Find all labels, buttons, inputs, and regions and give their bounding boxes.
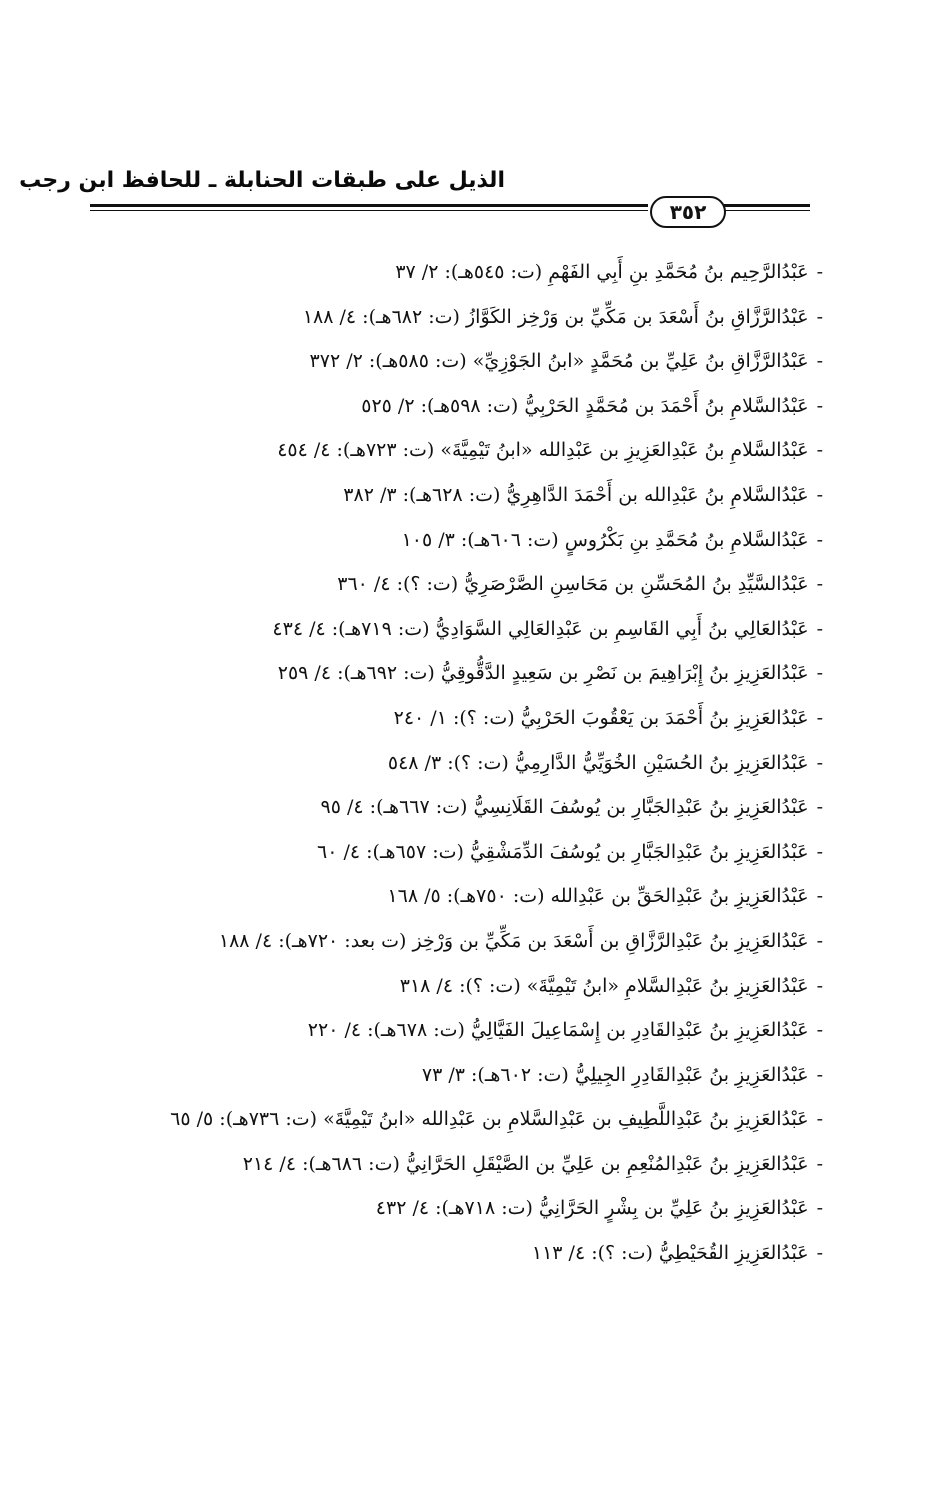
entry-dash: - — [816, 350, 823, 373]
entry-text: عَبْدُالسَّلامِ بنُ عَبْدِالله بن أَحْمَدَ الدَّاهِرِيُّ (ت: ٦٢٨هـ): ٣/ ٣٨٢ — [343, 483, 809, 506]
entry-text: عَبْدُالرَّزَّاقِ بنُ أَسْعَدَ بن مَكِّيِّ بن وَرْخِز الكَوَّازُ (ت: ٦٨٢هـ): ٤/ ١٨٨ — [302, 305, 809, 328]
entry-dash: - — [816, 439, 823, 462]
entry-dash: - — [816, 974, 823, 997]
index-entry — [133, 473, 823, 518]
header-rule-left — [90, 204, 648, 211]
entry-dash: - — [816, 1242, 823, 1265]
entry-dash: - — [816, 1197, 823, 1220]
index-entry — [133, 518, 823, 563]
entry-text: عَبْدُالسَّلامِ بنُ مُحَمَّدِ بنِ بَكْرُوسٍ (ت: ٦٠٦هـ): ٣/ ١٠٥ — [401, 528, 809, 551]
index-entry — [133, 1008, 823, 1053]
entry-dash: - — [816, 840, 823, 863]
entry-dash: - — [816, 617, 823, 640]
index-entry — [133, 830, 823, 875]
running-header-title: الذيل على طبقات الحنابلة ـ للحافظ ابن رجب — [19, 168, 505, 193]
entry-text: عَبْدُالرَّحِيم بنُ مُحَمَّدِ بنِ أَبِي الفَهْمِ (ت: ٥٤٥هـ): ٢/ ٣٧ — [395, 261, 809, 283]
index-entry — [133, 651, 823, 696]
entry-text: عَبْدُالعَزِيزِ بنُ إِبْرَاهِيمَ بن نَصْرِ بن سَعِيدٍ الدَّقُّوقِيُّ (ت: ٦٩٢هـ): ٤/ ٢٥٩ — [277, 662, 809, 685]
index-entry — [133, 339, 823, 384]
index-entry — [133, 785, 823, 830]
index-entry — [133, 1186, 823, 1231]
entry-dash: - — [816, 483, 823, 506]
header-rule — [90, 196, 810, 230]
entry-text: عَبْدُالعَزِيزِ بنُ عَبْدِالحَقِّ بن عَبْدِالله (ت: ٧٥٠هـ): ٥/ ١٦٨ — [387, 885, 809, 908]
index-entry — [133, 696, 823, 741]
entry-text: عَبْدُالسَّيِّدِ بنُ المُحَسِّنِ بن مَحَاسِنِ الصَّرْصَرِيُّ (ت: ؟): ٤/ ٣٦٠ — [337, 573, 809, 596]
entry-dash: - — [816, 1108, 823, 1131]
entry-dash: - — [816, 394, 823, 417]
entry-text: عَبْدُالسَّلامِ بنُ عَبْدِالعَزِيزِ بن عَبْدِالله «ابنُ تَيْمِيَّةَ» (ت: ٧٢٣هـ): ٤/ ٤٥٤ — [277, 439, 809, 462]
entry-dash: - — [816, 528, 823, 551]
entry-text: عَبْدُالعَزِيزِ بنُ عَبْدِالقَادِرِ بن إِسْمَاعِيلَ الفَيَّالِيُّ (ت: ٦٧٨هـ): ٤/ ٢٢٠ — [307, 1019, 809, 1042]
index-entry — [133, 1142, 823, 1187]
entry-dash: - — [816, 1152, 823, 1175]
entry-dash: - — [816, 706, 823, 729]
entry-dash: - — [816, 1063, 823, 1086]
entry-text: عَبْدُالعَزِيزِ بنُ عَبْدِالجَبَّارِ بن يُوسُفَ القَلَانِسِيُّ (ت: ٦٦٧هـ): ٤/ ٩٥ — [320, 796, 809, 819]
page-number-badge: ٣٥٢ — [650, 196, 726, 228]
entry-text: عَبْدُالعَزِيزِ بنُ أَحْمَدَ بن يَعْقُوبَ الحَرْبِيُّ (ت: ؟): ١/ ٢٤٠ — [393, 706, 809, 729]
entry-text: عَبْدُالعَزِيزِ بنُ عَلِيِّ بن بِشْرٍ الحَرَّانِيُّ (ت: ٧١٨هـ): ٤/ ٤٣٢ — [375, 1197, 809, 1220]
entry-dash: - — [816, 305, 823, 328]
entry-dash: - — [816, 751, 823, 774]
entry-text: عَبْدُالعَزِيزِ بنُ عَبْدِالجَبَّارِ بن يُوسُفَ الدِّمَشْقِيُّ (ت: ٦٥٧هـ): ٤/ ٦٠ — [317, 840, 809, 863]
entry-text: عَبْدُالعَزِيزِ بنُ عَبْدِالقَادِرِ الجِيلِيُّ (ت: ٦٠٢هـ): ٣/ ٧٣ — [421, 1063, 809, 1086]
entry-dash: - — [816, 885, 823, 908]
entry-dash: - — [816, 796, 823, 819]
entry-text: عَبْدُالعَزِيزِ بنُ عَبْدِاللَّطِيفِ بن عَبْدِالسَّلامِ بن عَبْدِالله «ابنُ تَيْمِيَّةَ» (ت: ٧٣٦هـ): ٥/ ٦٥ — [170, 1108, 809, 1131]
entry-text: عَبْدُالعَزِيزِ بنُ الحُسَيْنِ الخُوَيِّيُّ الدَّارِمِيُّ (ت: ؟): ٣/ ٥٤٨ — [387, 751, 809, 774]
entry-dash: - — [816, 1019, 823, 1042]
entry-text: عَبْدُالرَّزَّاقِ بنُ عَلِيِّ بن مُحَمَّدٍ «ابنُ الجَوْزِيِّ» (ت: ٥٨٥هـ): ٢/ ٣٧٢ — [309, 350, 809, 373]
entry-text: عَبْدُالعَزِيزِ بنُ عَبْدِالرَّزَّاقِ بن أَسْعَدَ بن مَكِّيِّ بن وَرْخِز (ت بعد: ٧٢٠هـ): ٤/ ١٨٨ — [218, 929, 809, 952]
entry-text: عَبْدُالعَزِيزِ بنُ عَبْدِالمُنْعِمِ بن عَلِيِّ بن الصَّيْقَلِ الحَرَّانِيُّ (ت: ٦٨٦هـ): ٤/ ٢١٤ — [242, 1152, 809, 1175]
entry-dash: - — [816, 662, 823, 685]
header-rule-right — [724, 204, 810, 211]
entry-text: عَبْدُالعَزِيزِ بنُ عَبْدِالسَّلامِ «ابنُ تَيْمِيَّةَ» (ت: ؟): ٤/ ٣١٨ — [399, 974, 809, 997]
entry-text: عَبْدُالعَزِيزِ القُحَيْطِيُّ (ت: ؟): ٤/ ١١٣ — [531, 1242, 809, 1265]
index-entry — [133, 295, 823, 340]
entry-text: عَبْدُالعَالِي بنُ أَبِي القَاسِمِ بن عَبْدِالعَالِي السَّوَادِيُّ (ت: ٧١٩هـ): ٤/ ٤٣٤ — [272, 617, 809, 640]
index-entry-list — [133, 250, 823, 1276]
index-entry — [133, 919, 823, 964]
index-entry — [133, 964, 823, 1009]
index-entry — [133, 562, 823, 607]
index-entry — [133, 1053, 823, 1098]
entry-dash: - — [816, 261, 823, 283]
index-entry — [133, 741, 823, 786]
entry-dash: - — [816, 573, 823, 596]
entry-text: عَبْدُالسَّلامِ بنُ أَحْمَدَ بن مُحَمَّدٍ الحَرْبِيُّ (ت: ٥٩٨هـ): ٢/ ٥٢٥ — [361, 394, 809, 417]
index-entry — [133, 607, 823, 652]
index-entry — [133, 384, 823, 429]
index-entry — [133, 428, 823, 473]
index-entry — [133, 250, 823, 295]
index-entry — [133, 874, 823, 919]
index-entry — [133, 1231, 823, 1276]
index-entry — [133, 1097, 823, 1142]
entry-dash: - — [816, 929, 823, 952]
